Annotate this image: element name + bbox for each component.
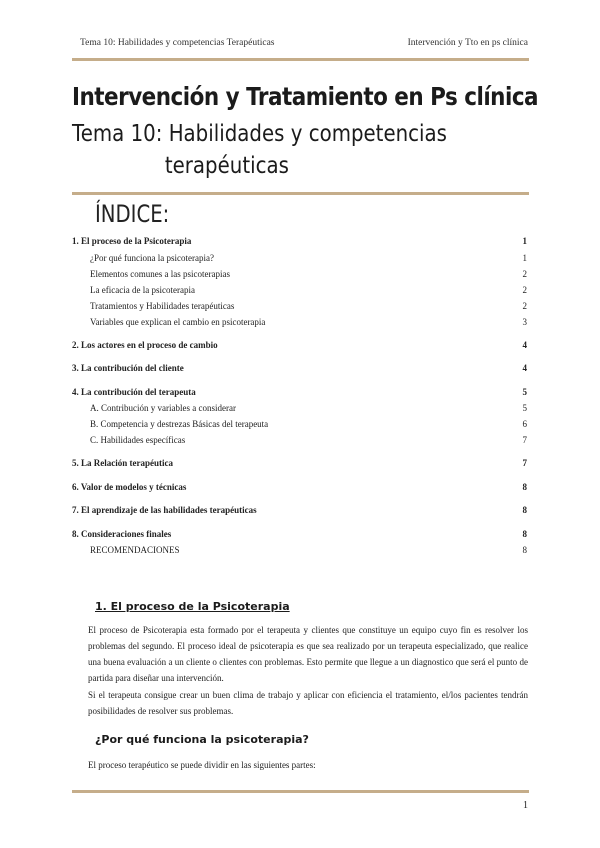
body-paragraph: El proceso de Psicoterapia esta formado por el terapeuta y clientes que constituye un equipo cuyo fin es resolver los problemas del segundo. El proceso ideal de psicoterapia es que sea realizado por un terapeuta especializado, que realice una buena evaluación a un cliente o clientes con problemas. Esto permite que llegue a un diagnostico que será el punto de partida para diseñar una intervención. bbox=[88, 625, 528, 683]
running-header-right: Intervención y Tto en ps clínica bbox=[407, 38, 528, 48]
toc-entry-page: 5 bbox=[522, 403, 527, 413]
toc-entry-page: 4 bbox=[522, 363, 527, 373]
toc-entry-page: 7 bbox=[522, 435, 527, 445]
toc-entry[interactable] bbox=[72, 387, 527, 397]
toc-entry-page: 8 bbox=[522, 482, 527, 492]
section-heading: 1. El proceso de la Psicoterapia bbox=[95, 600, 290, 613]
toc-entry-page: 1 bbox=[522, 253, 527, 263]
toc-entry[interactable] bbox=[72, 419, 527, 429]
toc-entry-page: 2 bbox=[522, 269, 527, 279]
toc-entry[interactable] bbox=[72, 340, 527, 350]
toc-entry[interactable] bbox=[72, 317, 527, 327]
toc-entry[interactable] bbox=[72, 269, 527, 279]
subtitle-line-2: terapéuticas bbox=[164, 153, 289, 179]
toc-entry[interactable] bbox=[72, 458, 527, 468]
footer-rule bbox=[72, 790, 529, 793]
running-header-left: Tema 10: Habilidades y competencias Terapéuticas bbox=[80, 38, 275, 48]
toc-entry-title: 5. La Relación terapéutica bbox=[72, 458, 173, 468]
toc-entry-title: RECOMENDACIONES bbox=[90, 545, 180, 555]
toc-entry-title: 6. Valor de modelos y técnicas bbox=[72, 482, 187, 492]
toc-entry[interactable] bbox=[72, 505, 527, 515]
toc-entry[interactable] bbox=[72, 545, 527, 555]
toc-entry-page: 6 bbox=[522, 419, 527, 429]
toc-entry-title: Variables que explican el cambio en psicoterapia bbox=[90, 317, 266, 327]
toc-entry-title: 3. La contribución del cliente bbox=[72, 363, 184, 373]
toc-entry-page: 1 bbox=[522, 236, 527, 246]
title-rule bbox=[72, 192, 529, 195]
toc-entry-title: ¿Por qué funciona la psicoterapia? bbox=[90, 253, 214, 263]
toc-entry[interactable] bbox=[72, 236, 527, 246]
toc-entry[interactable] bbox=[72, 435, 527, 445]
toc-entry-page: 5 bbox=[522, 387, 527, 397]
body-paragraph: El proceso terapéutico se puede dividir en las siguientes partes: bbox=[88, 760, 316, 770]
header-rule bbox=[72, 58, 529, 61]
subtitle-line-1: Tema 10: Habilidades y competencias bbox=[72, 121, 447, 147]
toc-entry[interactable] bbox=[72, 482, 527, 492]
toc-entry-title: B. Competencia y destrezas Básicas del terapeuta bbox=[90, 419, 269, 429]
toc-entry[interactable] bbox=[72, 253, 527, 263]
toc-entry-page: 2 bbox=[522, 285, 527, 295]
toc-entry-title: C. Habilidades específicas bbox=[90, 435, 186, 445]
document-subtitle bbox=[72, 118, 447, 182]
toc-entry-title: 1. El proceso de la Psicoterapia bbox=[72, 236, 192, 246]
toc-entry[interactable] bbox=[72, 403, 527, 413]
toc-entry-page: 2 bbox=[522, 301, 527, 311]
toc-entry-title: La eficacia de la psicoterapia bbox=[90, 285, 195, 295]
toc-entry[interactable] bbox=[72, 363, 527, 373]
toc-entry-title: 8. Consideraciones finales bbox=[72, 529, 172, 539]
toc-entry[interactable] bbox=[72, 285, 527, 295]
toc-entry-page: 8 bbox=[522, 545, 527, 555]
index-heading: ÍNDICE: bbox=[95, 200, 170, 228]
document-title: Intervención y Tratamiento en Ps clínica bbox=[72, 82, 539, 111]
toc-entry-title: 7. El aprendizaje de las habilidades terapéuticas bbox=[72, 505, 257, 515]
toc-entry-title: Elementos comunes a las psicoterapias bbox=[90, 269, 230, 279]
toc-entry-page: 3 bbox=[522, 317, 527, 327]
toc-entry[interactable] bbox=[72, 529, 527, 539]
toc-entry-title: 2. Los actores en el proceso de cambio bbox=[72, 340, 218, 350]
subsection-heading: ¿Por qué funciona la psicoterapia? bbox=[95, 733, 309, 746]
toc-entry-page: 7 bbox=[522, 458, 527, 468]
toc-entry-title: A. Contribución y variables a considerar bbox=[90, 403, 236, 413]
toc-entry-page: 8 bbox=[522, 505, 527, 515]
page-number: 1 bbox=[523, 800, 528, 811]
toc-entry-page: 4 bbox=[522, 340, 527, 350]
toc-entry-title: Tratamientos y Habilidades terapéuticas bbox=[90, 301, 235, 311]
toc-entry[interactable] bbox=[72, 301, 527, 311]
toc-entry-page: 8 bbox=[522, 529, 527, 539]
toc-entry-title: 4. La contribución del terapeuta bbox=[72, 387, 196, 397]
body-paragraph: Si el terapeuta consigue crear un buen clima de trabajo y aplicar con eficiencia el tratamiento, el/los pacientes tendrán posibilidades de resolver sus problemas. bbox=[88, 690, 528, 716]
